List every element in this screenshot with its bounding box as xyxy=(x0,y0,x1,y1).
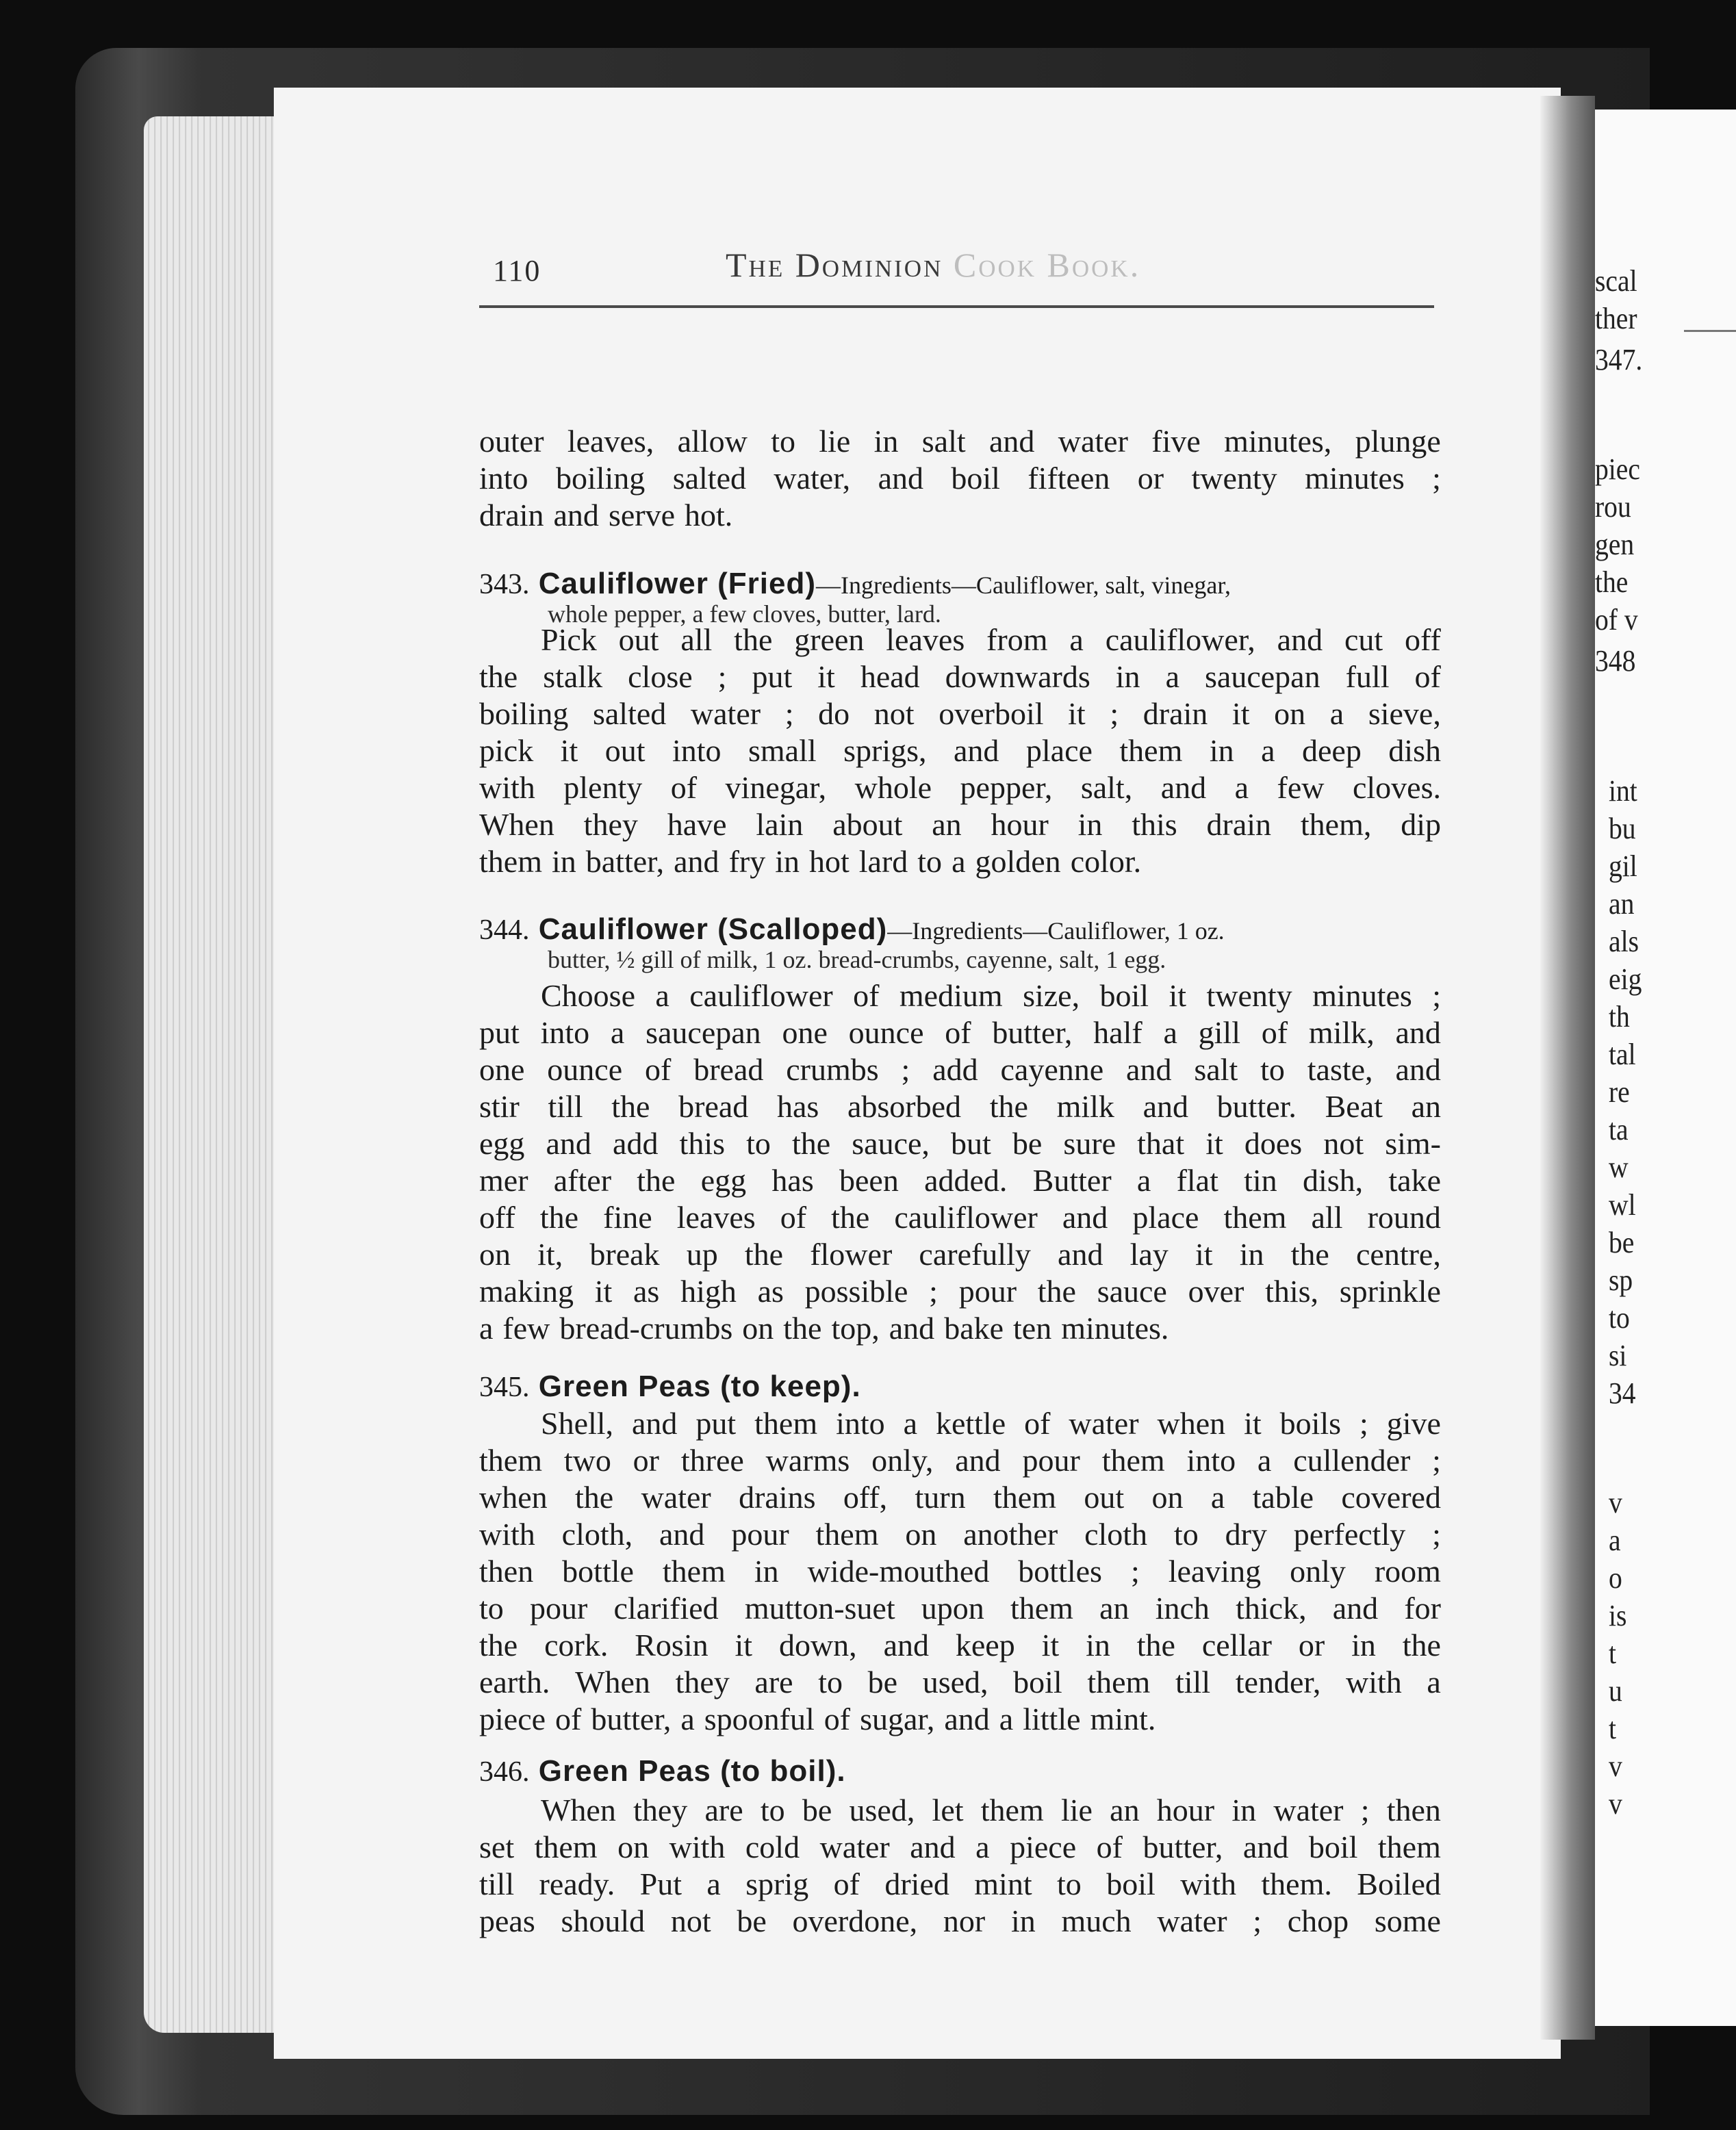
facing-page-fragment: re xyxy=(1609,1075,1630,1109)
ingredients-text: —Ingredients—Cauliflower, 1 oz. xyxy=(887,917,1225,945)
text-line: till ready. Put a sprig of dried mint to boil with them. Boiled xyxy=(479,1866,1441,1901)
text-line: one ounce of bread crumbs ; add cayenne and salt to taste, and xyxy=(479,1052,1441,1087)
recipe-title: Green Peas (to boil). xyxy=(529,1754,846,1788)
facing-page-fragment: v xyxy=(1609,1787,1622,1821)
text-line: outer leaves, allow to lie in salt and water five minutes, plunge xyxy=(479,424,1441,459)
recipe-number: 344. xyxy=(479,914,530,946)
facing-page-fragment: int xyxy=(1609,774,1637,808)
facing-page-fragment: wl xyxy=(1609,1188,1636,1222)
facing-page-fragment: 348 xyxy=(1595,644,1636,678)
gutter-shadow xyxy=(1540,96,1595,2040)
facing-header-rule xyxy=(1684,330,1736,332)
recipe-heading xyxy=(479,912,1444,947)
page-content xyxy=(274,88,1561,2059)
facing-page-fragment: v xyxy=(1609,1749,1622,1783)
facing-page-fragment: scal xyxy=(1595,264,1637,298)
facing-page-fragment: be xyxy=(1609,1226,1635,1259)
text-line: piece of butter, a spoonful of sugar, and a little mint. xyxy=(479,1702,1156,1736)
text-line: earth. When they are to be used, boil them till tender, with a xyxy=(479,1665,1441,1699)
facing-page-fragment: of v xyxy=(1595,603,1638,637)
facing-page-fragment: t xyxy=(1609,1712,1617,1745)
facing-page-fragment: w xyxy=(1609,1151,1629,1184)
text-line: off the fine leaves of the cauliflower and place them all round xyxy=(479,1200,1441,1235)
text-line: Pick out all the green leaves from a cauliflower, and cut off xyxy=(541,622,1441,657)
running-title-faint: Cook Book. xyxy=(953,246,1141,284)
text-line: a few bread-crumbs on the top, and bake ten minutes. xyxy=(479,1311,1169,1346)
text-line: the stalk close ; put it head downwards in a saucepan full of xyxy=(479,659,1441,694)
text-line: into boiling salted water, and boil fifteen or twenty minutes ; xyxy=(479,461,1441,496)
text-line: put into a saucepan one ounce of butter, half a gill of milk, and xyxy=(479,1015,1441,1050)
text-line: to pour clarified mutton-suet upon them an inch thick, and for xyxy=(479,1591,1441,1626)
facing-page-fragment: si xyxy=(1609,1339,1627,1372)
recipe-heading xyxy=(479,567,1444,601)
text-line: when the water drains off, turn them out on a table covered xyxy=(479,1480,1441,1515)
recipe-number: 343. xyxy=(479,569,530,600)
text-line: Shell, and put them into a kettle of water when it boils ; give xyxy=(541,1406,1441,1441)
text-line: When they have lain about an hour in this drain them, dip xyxy=(479,807,1441,842)
text-line: making it as high as possible ; pour the sauce over this, sprinkle xyxy=(479,1274,1441,1309)
facing-page-fragment: to xyxy=(1609,1301,1630,1335)
facing-page-fragment: ther xyxy=(1595,302,1637,335)
ingredients-text-continued: butter, ½ gill of milk, 1 oz. bread-crumbs, cayenne, salt, 1 egg. xyxy=(548,946,1166,973)
facing-page-fragment: rou xyxy=(1595,490,1631,524)
facing-page-fragment: eig xyxy=(1609,962,1642,996)
text-line: mer after the egg has been added. Butter a flat tin dish, take xyxy=(479,1163,1441,1198)
facing-page-fragment: t xyxy=(1609,1637,1617,1670)
text-line: with plenty of vinegar, whole pepper, salt, and a few cloves. xyxy=(479,770,1441,805)
facing-page xyxy=(1595,110,1736,2026)
facing-page-fragment: piec xyxy=(1595,452,1640,486)
left-page xyxy=(274,88,1561,2059)
facing-page-fragment: o xyxy=(1609,1561,1622,1595)
recipe-number: 345. xyxy=(479,1372,530,1403)
running-title-main: The Dominion xyxy=(726,246,943,284)
facing-page-fragment: als xyxy=(1609,925,1639,958)
text-line: peas should not be overdone, nor in much water ; chop some xyxy=(479,1903,1441,1938)
ingredients-text: —Ingredients—Cauliflower, salt, vinegar, xyxy=(815,572,1231,599)
ingredients-text-continued: whole pepper, a few cloves, butter, lard. xyxy=(548,600,941,628)
facing-page-fragment: ta xyxy=(1609,1113,1629,1146)
recipe-title: Cauliflower (Scalloped) xyxy=(529,912,888,946)
recipe-heading xyxy=(479,1370,1444,1404)
recipe-title: Cauliflower (Fried) xyxy=(529,567,816,600)
text-line: Choose a cauliflower of medium size, boil it twenty minutes ; xyxy=(541,978,1441,1013)
text-line: pick it out into small sprigs, and place them in a deep dish xyxy=(479,733,1441,768)
text-line: then bottle them in wide-mouthed bottles ; leaving only room xyxy=(479,1554,1441,1589)
text-line: When they are to be used, let them lie an hour in water ; then xyxy=(541,1793,1441,1827)
text-line: boiling salted water ; do not overboil it ; drain it on a sieve, xyxy=(479,696,1441,731)
text-line: on it, break up the flower carefully and lay it in the centre, xyxy=(479,1237,1441,1272)
text-line: set them on with cold water and a piece of butter, and boil them xyxy=(479,1830,1441,1864)
text-line: egg and add this to the sauce, but be sure that it does not sim- xyxy=(479,1126,1441,1161)
recipe-number: 346. xyxy=(479,1756,530,1788)
facing-page-fragment: 34 xyxy=(1609,1376,1636,1410)
text-line: drain and serve hot. xyxy=(479,498,733,532)
facing-page-fragment: v xyxy=(1609,1486,1622,1519)
recipe-title: Green Peas (to keep). xyxy=(529,1370,861,1403)
text-line: them two or three warms only, and pour them into a cullender ; xyxy=(479,1443,1441,1478)
facing-page-fragment: u xyxy=(1609,1674,1622,1708)
header-rule xyxy=(479,305,1434,308)
facing-page-fragment: 347. xyxy=(1595,343,1643,376)
running-title xyxy=(726,245,1140,285)
facing-page-fragment: sp xyxy=(1609,1263,1633,1297)
text-line: stir till the bread has absorbed the milk and butter. Beat an xyxy=(479,1089,1441,1124)
recipe-heading xyxy=(479,1754,1444,1788)
facing-page-fragment: tal xyxy=(1609,1038,1636,1071)
text-line: them in batter, and fry in hot lard to a golden color. xyxy=(479,844,1142,879)
facing-page-fragment: gil xyxy=(1609,849,1637,883)
facing-page-fragment: an xyxy=(1609,887,1635,921)
text-line: with cloth, and pour them on another cloth to dry perfectly ; xyxy=(479,1517,1441,1552)
facing-page-fragment: th xyxy=(1609,1000,1630,1034)
facing-page-fragment: bu xyxy=(1609,812,1636,845)
facing-page-fragment: the xyxy=(1595,565,1629,599)
text-line: the cork. Rosin it down, and keep it in the cellar or in the xyxy=(479,1628,1441,1663)
facing-page-fragment: a xyxy=(1609,1524,1621,1557)
facing-page-fragment: is xyxy=(1609,1599,1627,1632)
page-number: 110 xyxy=(493,254,541,287)
facing-page-fragment: gen xyxy=(1595,528,1635,561)
